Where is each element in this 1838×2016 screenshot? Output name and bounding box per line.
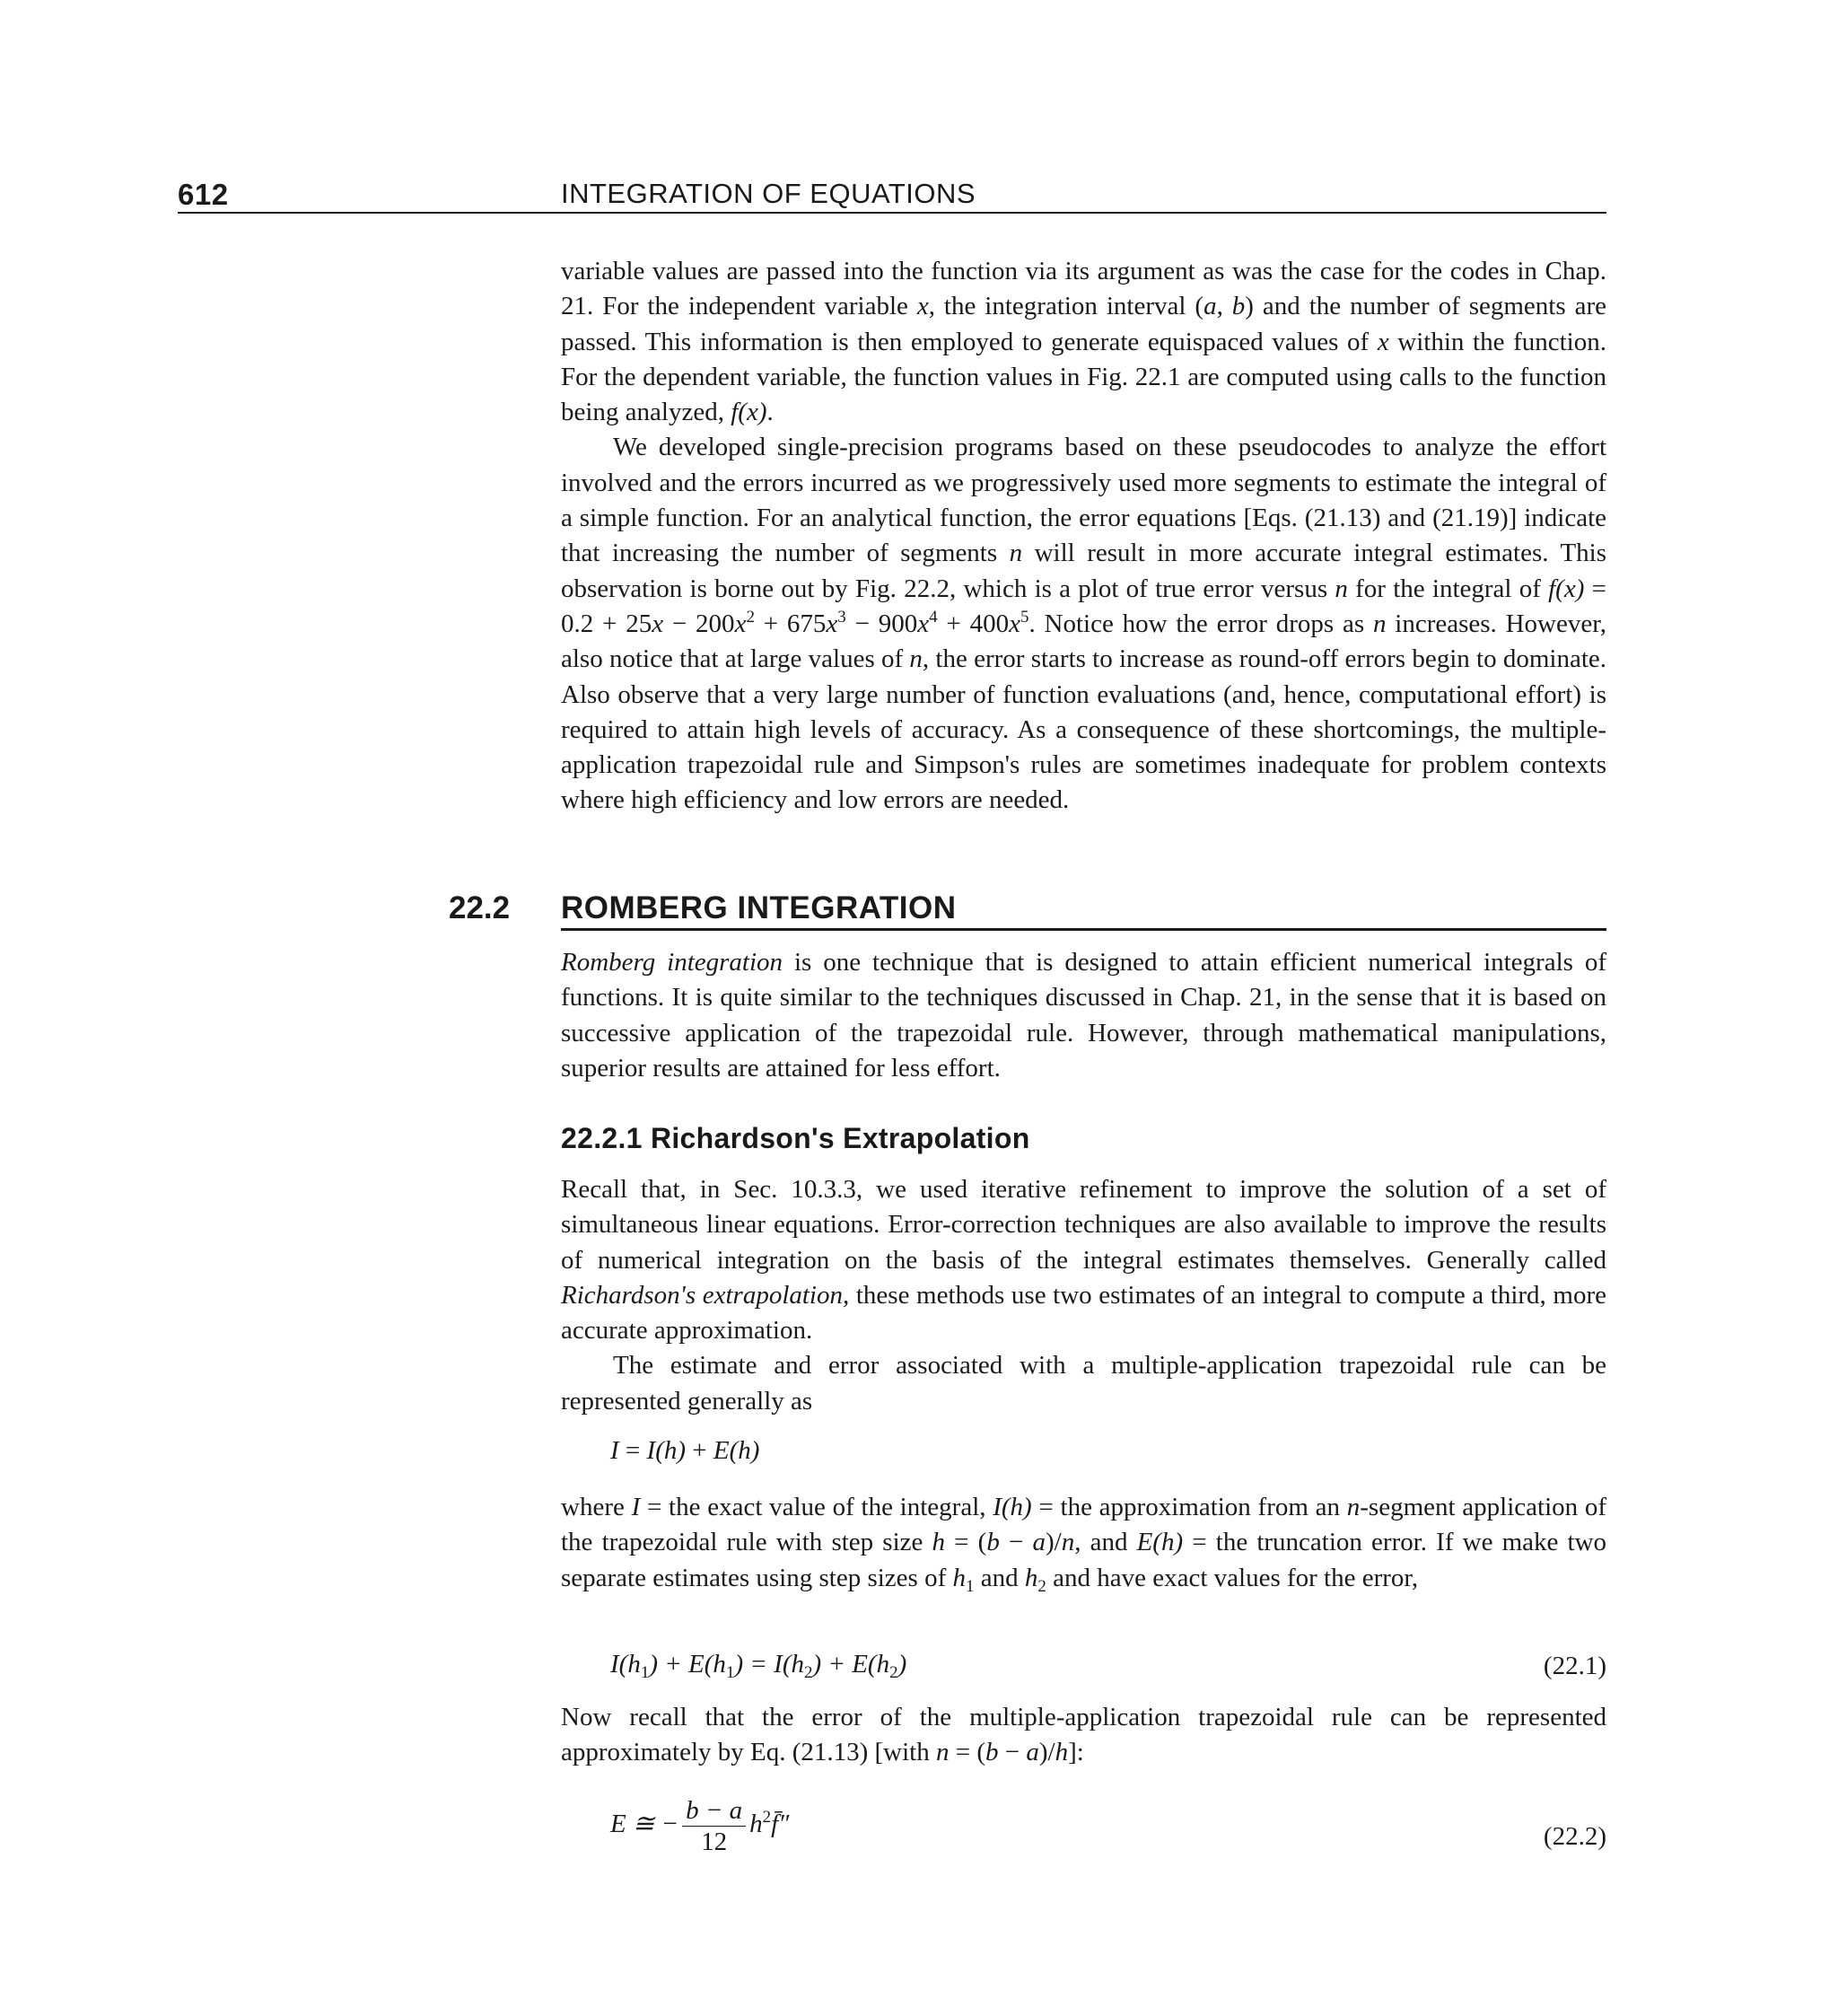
header-rule xyxy=(178,212,1606,214)
paragraph-3: Romberg integration is one technique that is designed to attain efficient numerical integrals of functions. It is quite similar to the techniques discussed in Chap. 21, in the sense that it is based on successive application of the trapezoidal rule. However, through mathematical manipulations, superior results are attained for less effort. xyxy=(561,948,1607,1083)
richardson-text-block xyxy=(561,1172,1606,1419)
intro-text-block xyxy=(561,254,1606,819)
subsection-title: 22.2.1 Richardson's Extrapolation xyxy=(561,1122,1030,1154)
paragraph-5: The estimate and error associated with a multiple-application trapezoidal rule can be represented generally as xyxy=(561,1351,1606,1416)
running-title: INTEGRATION OF EQUATIONS xyxy=(561,178,976,209)
page-number: 612 xyxy=(178,178,229,211)
section-number: 22.2 xyxy=(449,890,511,925)
romberg-intro-text xyxy=(561,945,1606,1086)
paragraph-2: We developed single-precision programs based on these pseudocodes to analyze the effort involved and the errors incurred as we progressively used more segments to estimate the integral of a simple function. For an analytical function, the error equations [Eqs. (21.13) and (21.19)] indicate that increasing the number of segments n will result in more accurate integral estimates. This observation is borne out by Fig. 22.2, which is a plot of true error versus n for the integral of $f(x) = 0.2 + 25x - 200x^2 + 675x^3 - 900x^4 + 400x^5$. Notice how the error drops as n increases. However, also notice that at large values of n, the error starts to increase as round-off errors begin to dominate. Also observe that a very large number of function evaluations (and, hence, computational effort) is required to attain high levels of accuracy. As a consequence of these shortcomings, the multiple-application trapezoidal rule and Simpson's rules are sometimes inadequate for problem contexts where high efficiency and low errors are needed. xyxy=(561,433,1606,815)
paragraph-1: variable values are passed into the function via its argument as was the case for the codes in Chap. 21. For the independent variable x, the integration interval (a, b) and the number of segments are passed. This information is then employed to generate equispaced values of x within the function. For the dependent variable, the function values in Fig. 22.1 are computed using calls to the function being analyzed, f(x). xyxy=(561,257,1606,427)
equation-number-22-2: (22.2) xyxy=(1543,1822,1606,1851)
paragraph-6: where I = the exact value of the integral, I(h) = the approximation from an n-segment application of the trapezoidal rule with step size h = (b − a)/n, and E(h) = the truncation error. If we make two separate estimates using step sizes of $h_1$ and $h_2$ and have exact values for the error, xyxy=(561,1493,1607,1596)
paragraph-7: Now recall that the error of the multiple-application trapezoidal rule can be represented approximately by Eq. (21.13) [with n = (b − a)/h]: xyxy=(561,1703,1606,1767)
definitions-text xyxy=(561,1490,1606,1596)
equation-22-1: $I(h_1) + E(h_1) = I(h_2) + E(h_2)$ xyxy=(610,1650,907,1682)
section-rule xyxy=(561,928,1606,931)
equation-22-2: E ≅ − $\frac{b - a}{12}$ $h^2f̄''$ xyxy=(610,1796,790,1856)
section-title: ROMBERG INTEGRATION xyxy=(561,890,957,925)
fraction: $\frac{b - a}{12}$ xyxy=(682,1795,746,1857)
equation-estimate-error: I = I(h) + E(h) xyxy=(610,1436,760,1465)
equation-number-22-1: (22.1) xyxy=(1543,1652,1606,1680)
paragraph-4: Recall that, in Sec. 10.3.3, we used iterative refinement to improve the solution of a set of simultaneous linear equations. Error-correction techniques are also available to improve the results of numerical integration on the basis of the integral estimates themselves. Generally called Richardson's extrapolation, these methods use two estimates of an integral to compute a third, more accurate approximation. xyxy=(561,1175,1606,1345)
error-recall-text xyxy=(561,1700,1606,1771)
